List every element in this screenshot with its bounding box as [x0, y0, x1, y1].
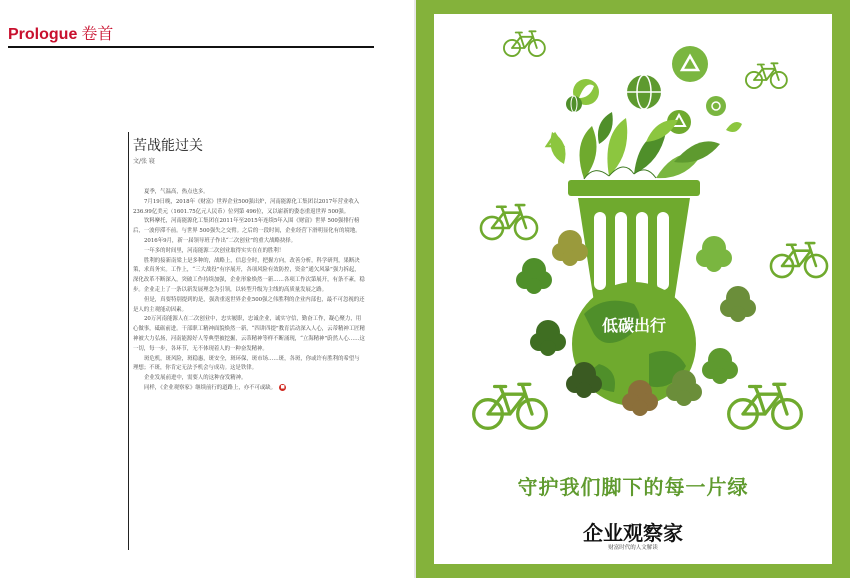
- bicycle-icon: [481, 205, 537, 239]
- magazine-brand-tagline: 财富时代的人文解读: [608, 545, 658, 551]
- paragraph: 胜利的接新南梁上是多种的，战略上，信息全时，把握方向，改善分析，科学研判，果断决策，求真务实。工作上，“三大战役”有序展开，各项风险有效防控，资金“通欠风暴”强力拆起，深化改革不断深入，突破工作持续加强，企业形象焕然一新……各项工作次第展开，有条不紊，稳步。企业走上了一条以新发展理念为引领，以转型升级为主线的高质量发展之路。: [133, 257, 365, 293]
- paragraph: 7月19日晚，2018年《财富》世界企业500强出炉，河南能源化工集团以2017年营业收入 236.99亿美元（1601.75亿元人民币）位列第 496位，又以崭新的姿态重返世界 500强。: [133, 198, 360, 215]
- paragraph: 企业发展前进中，需要人的这种奋发精神。: [144, 375, 247, 382]
- recycle-icon: [672, 46, 708, 82]
- left-page: [0, 0, 414, 578]
- poster-slogan: 守护我们脚下的每一片绿: [517, 475, 749, 499]
- bicycle-icon: [746, 63, 787, 88]
- paragraph-final-text: 同样，《企业观察家》继续前行的道路上，亦不可或缺。: [144, 384, 277, 391]
- section-label-en: Prologue: [8, 26, 78, 43]
- tree-icon: [720, 286, 756, 322]
- article-body: [133, 188, 365, 394]
- poster-illustration: [434, 14, 832, 469]
- paragraph-final: [133, 384, 365, 394]
- tree-icon: [530, 320, 566, 356]
- article-byline: 文/张 寝: [133, 158, 155, 165]
- paragraph: 2016年9月，新一届领导班子作出“二次创业”的重大战略抉择。: [144, 237, 297, 244]
- paragraph: 但是，真要特别提到的是，强劲重返世界企业500强之伟胜利的企业内部也，最不可忽视的还是人的主观能动因素。: [133, 296, 365, 313]
- leaves-cluster: [551, 112, 721, 179]
- end-mark-icon: ■: [280, 384, 285, 390]
- paragraph: 20万河南能源人在二次创业中，忠实履职，忠诚企业，诚实守信，勤奋工作，凝心聚力，用心做事，砥砺前进。干部职工精神面貌焕然一新，“四讲四提”教育活动深入人心，云蒂精神工匠精神被大力弘扬，河南能源好人等典型被挖掘，云蒂精神等样不断涌现，“立海精神”蔚然人心……这一切，每一步，各环节，无不体现着人的一种奋发精神。: [133, 316, 365, 352]
- tree-icon: [696, 236, 732, 272]
- bicycle-icon: [729, 384, 802, 428]
- bicycle-icon: [771, 243, 827, 277]
- globe-icon: [627, 75, 661, 109]
- paragraph: 饮料摩托，河南能源化工集团在2011年至2015年连续5年入围《财富》世界 500强排行榜后，一波停滞不前。与世界 500强失之交臂。之后的一段时间，企业经营下滑明显化有的境地。: [133, 218, 361, 235]
- right-page-poster: [416, 0, 850, 578]
- header-rule: [8, 46, 374, 48]
- paragraph: 夏季，气温高，热点也多。: [144, 189, 209, 195]
- paragraph: 斑危机，斑风险，斑稳惠，斑安全，斑环保，斑市场……斑，各斑，你或许有胜利的希望与理想；不斑，你肯定无法予机会与成功。这是铁律。: [133, 355, 360, 372]
- bicycle-icon: [474, 384, 547, 428]
- low-carbon-badge: 低碳出行: [601, 316, 667, 335]
- poster-panel: [434, 14, 832, 564]
- globe-icon: [566, 96, 582, 112]
- bicycle-icon: [504, 31, 545, 56]
- section-label-cn: 卷首: [81, 26, 114, 43]
- tree-icon: [702, 348, 738, 384]
- magazine-brand-logo: 企业观察家: [583, 521, 683, 545]
- recycle-icon: [706, 96, 726, 116]
- section-header: [8, 21, 113, 44]
- tree-icon: [552, 230, 588, 266]
- eco-leaf-icon: [726, 122, 742, 132]
- article-title: 苦战能过关: [133, 138, 203, 154]
- paragraph: 一年多的时间里，河南能源二次创业取得实实在在的胜利！: [144, 247, 285, 254]
- tree-icon: [516, 258, 552, 294]
- column-rule: [128, 132, 129, 550]
